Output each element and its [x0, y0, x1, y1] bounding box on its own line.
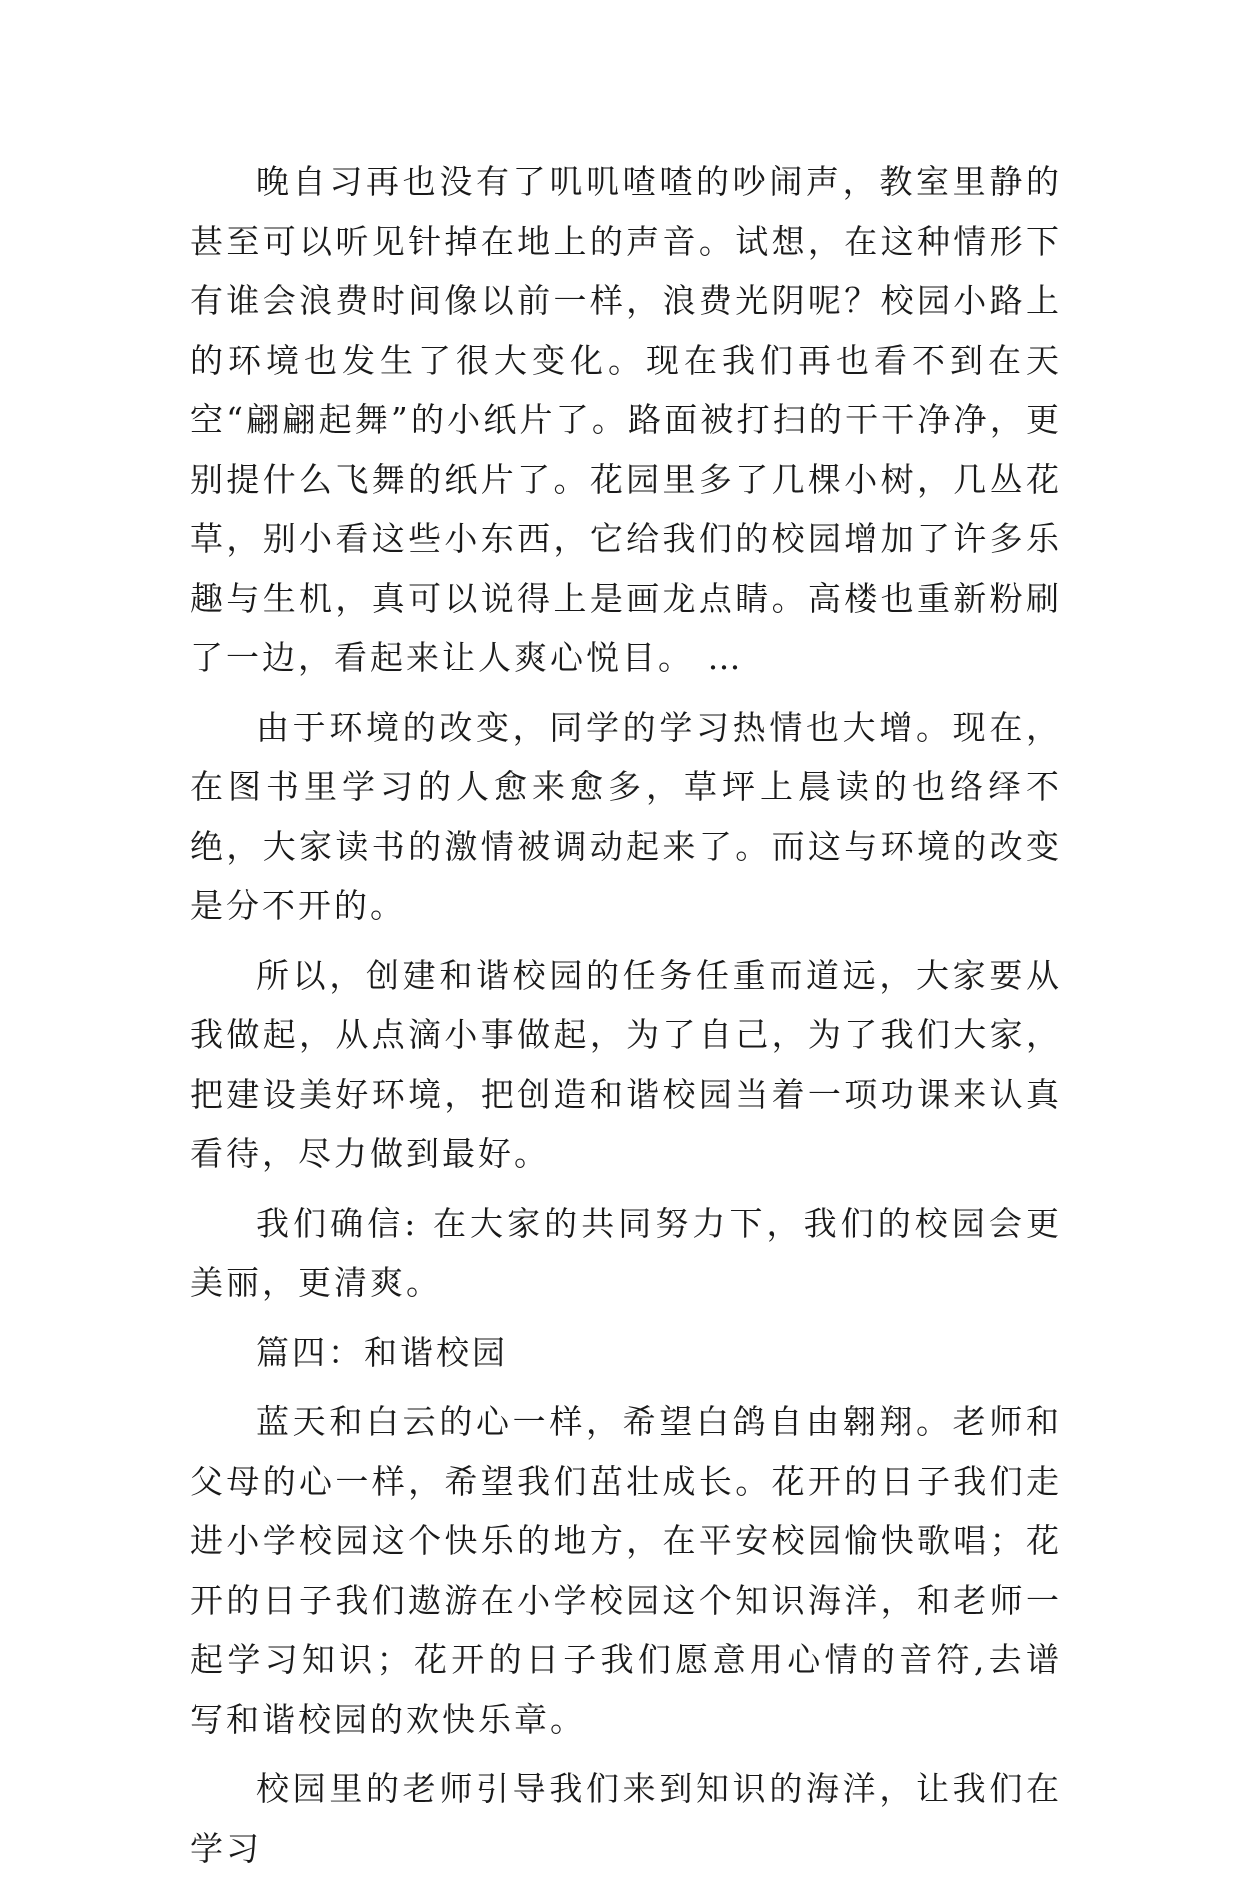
paragraph-harmonious-campus-task: 所以，创建和谐校园的任务任重而道远，大家要从我做起，从点滴小事做起，为了自己，为了我们大家，把建设美好环境，把创造和谐校园当着一项功课来认真看待，尽力做到最好。: [190, 955, 1062, 1173]
paragraph-teachers-guide: 校园里的老师引导我们来到知识的海洋，让我们在学习: [190, 1769, 1062, 1868]
paragraph-conviction: 我们确信: 在大家的共同努力下，我们的校园会更美丽，更清爽。: [190, 1203, 1062, 1302]
section-heading: 篇四：和谐校园: [256, 1332, 508, 1372]
paragraph-blue-sky: 蓝天和白云的心一样，希望白鸽自由翱翔。老师和父母的心一样，希望我们茁壮成长。花开的日子我们走进小学校园这个快乐的地方，在平安校园愉快歌唱；花开的日子我们遨游在小学校园这个知识海洋，和老师一起学习知识；花开的日子我们愿意用心情的音符,去谱写和谐校园的欢快乐章。: [190, 1402, 1062, 1739]
document-body: [190, 152, 1062, 1878]
paragraph-study-enthusiasm: 由于环境的改变，同学的学习热情也大增。现在，在图书里学习的人愈来愈多，草坪上晨读的也络绎不绝，大家读书的激情被调动起来了。而这与环境的改变是分不开的。: [190, 707, 1062, 925]
paragraph-environment-changes: 晚自习再也没有了叽叽喳喳的吵闹声，教室里静的甚至可以听见针掉在地上的声音。试想，在这种情形下有谁会浪费时间像以前一样，浪费光阴呢？校园小路上的环境也发生了很大变化。现在我们再也看不到在天空“翩翩起舞”的小纸片了。路面被打扫的干干净净，更别提什么飞舞的纸片了。花园里多了几棵小树，几丛花草，别小看这些小东西，它给我们的校园增加了许多乐趣与生机，真可以说得上是画龙点睛。高楼也重新粉刷了一边，看起来让人爽心悦目。 …: [190, 162, 1062, 677]
